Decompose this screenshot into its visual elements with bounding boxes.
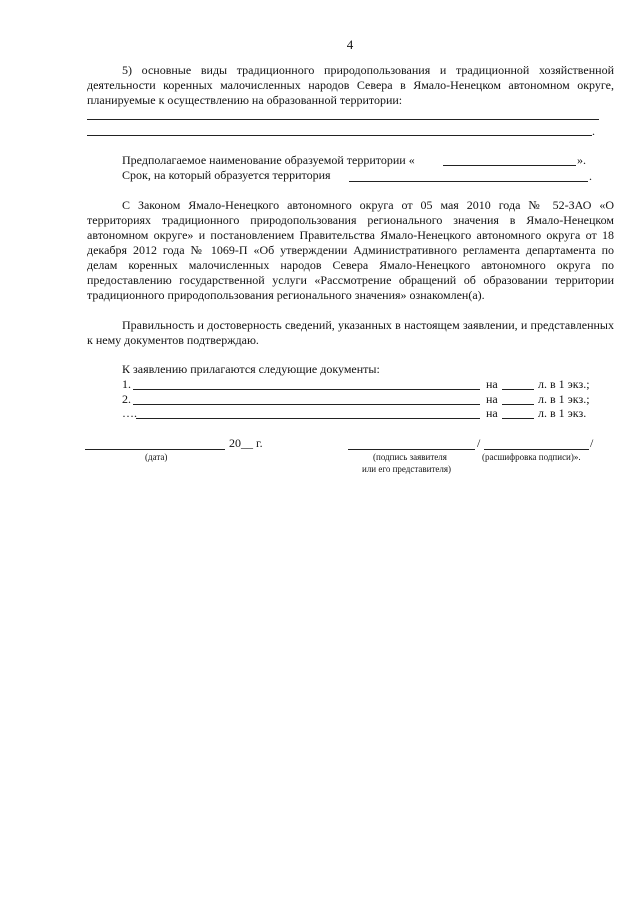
signature-decode-field[interactable] — [484, 449, 589, 450]
territory-name-end: ». — [577, 153, 586, 167]
territory-name-field[interactable] — [443, 165, 576, 166]
territory-term-end: . — [589, 169, 592, 183]
attachment-na: на — [486, 406, 498, 420]
law-paragraph: С Законом Ямало-Ненецкого автономного округа от 05 мая 2010 года № 52-ЗАО «О территориях традиционного природопользования регионального значения в Ямало-Ненецком автономном округе» и постановлением Правительства Ямало-Ненецкого автономного округа от 18 декабря 2012 года № 1069-П «Об утверждении Административного регламента департамента по делам коренных малочисленных народов Севера Ямало-Ненецкого автономного округа по предоставлению государственной услуги «Рассмотрение обращений об образовании территории традиционного природопользования регионального значения» ознакомлен(а). — [87, 198, 614, 302]
date-field[interactable] — [85, 449, 225, 450]
item-5-end-mark: . — [592, 124, 595, 138]
attachment-pages-field[interactable] — [502, 389, 534, 390]
attachment-number: …. — [122, 406, 137, 420]
signature-slash: / — [477, 436, 481, 450]
signature-caption-1: (подпись заявителя — [373, 452, 447, 462]
item-5-line-2[interactable] — [87, 135, 592, 136]
territory-term-label: Срок, на который образуется территория — [122, 168, 331, 182]
attachment-na: на — [486, 377, 498, 391]
territory-term-field[interactable] — [349, 181, 588, 182]
attachment-suffix: л. в 1 экз.; — [538, 392, 590, 406]
signature-caption-2: или его представителя) — [362, 464, 452, 474]
item-5-text: 5) основные виды традиционного природопользования и традиционной хозяйственной деятельности коренных малочисленных народов Севера в Ямало-Ненецком автономном округе, планируемые к осуществлению на образованной территории: — [87, 63, 614, 107]
attachment-suffix: л. в 1 экз. — [538, 406, 587, 420]
page-number: 4 — [346, 37, 354, 52]
attachment-name-field[interactable] — [133, 389, 480, 390]
signature-field[interactable] — [348, 449, 475, 450]
attachment-number: 2. — [122, 392, 131, 406]
item-5-line-1[interactable] — [87, 119, 599, 120]
attachment-suffix: л. в 1 экз.; — [538, 377, 590, 391]
attachment-name-field[interactable] — [133, 404, 480, 405]
attachment-na: на — [486, 392, 498, 406]
attachment-pages-field[interactable] — [502, 418, 534, 419]
attachment-pages-field[interactable] — [502, 404, 534, 405]
signature-end-slash: / — [590, 436, 594, 450]
territory-name-label: Предполагаемое наименование образуемой территории « — [122, 153, 415, 167]
attachment-name-field[interactable] — [136, 418, 480, 419]
confirm-paragraph: Правильность и достоверность сведений, указанных в настоящем заявлении, и представленных к нему документов подтверждаю. — [87, 318, 614, 347]
date-year: 20__ г. — [229, 436, 263, 450]
date-caption: (дата) — [145, 452, 168, 462]
attachments-intro: К заявлению прилагаются следующие документы: — [122, 362, 380, 376]
attachment-number: 1. — [122, 377, 131, 391]
decode-caption: (расшифровка подписи)». — [482, 452, 581, 462]
